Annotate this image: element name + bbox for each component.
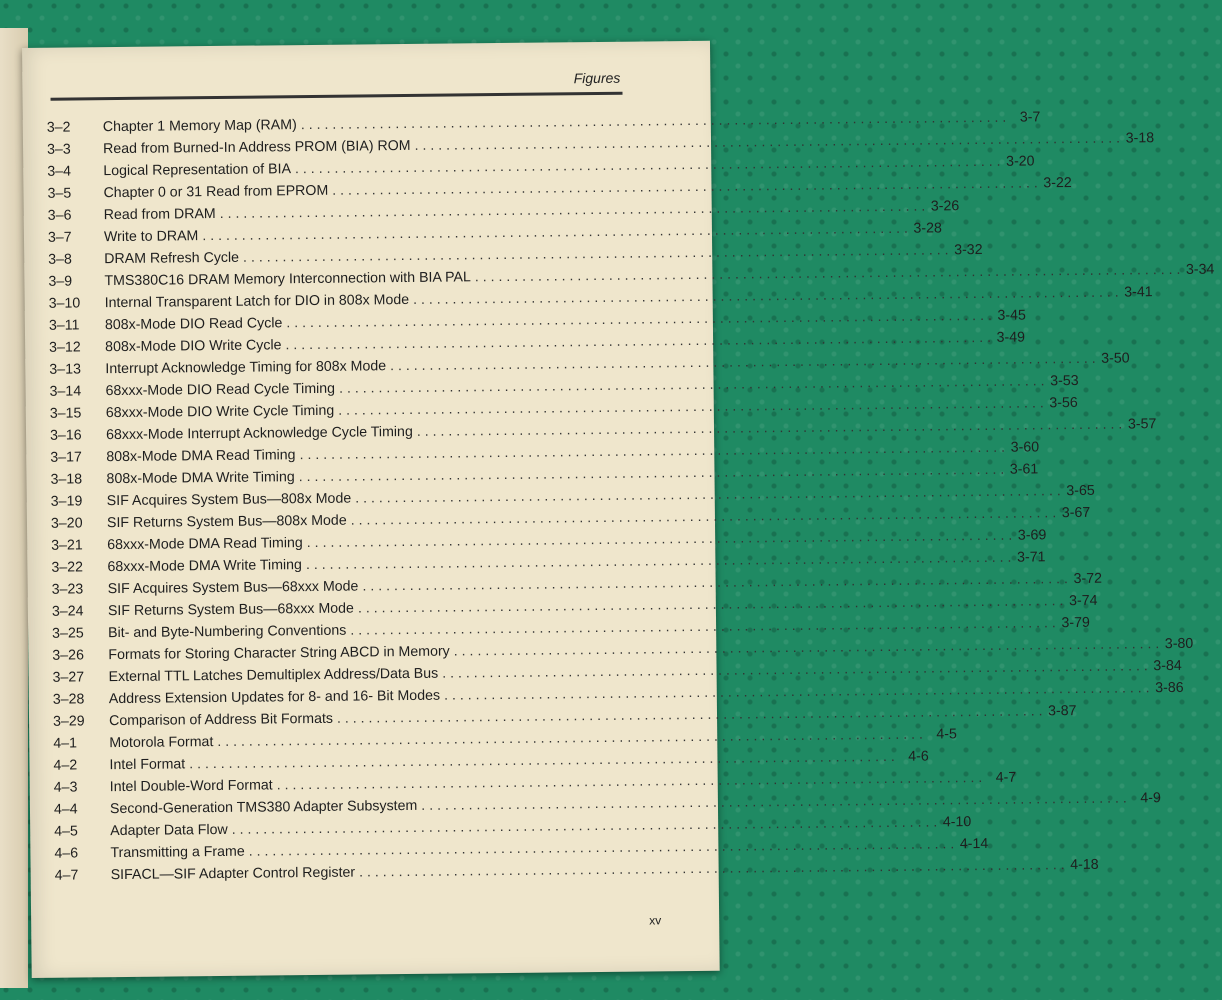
figure-number: 3–16 xyxy=(49,427,82,444)
page-reference: 3-22 xyxy=(1043,175,1072,192)
figure-number: 3–4 xyxy=(47,163,72,180)
figure-title: Chapter 0 or 31 Read from EPROM xyxy=(103,182,329,202)
figure-title: SIF Acquires System Bus—68xxx Mode xyxy=(107,578,359,598)
page-reference: 3-41 xyxy=(1124,284,1153,301)
page-reference: 4-9 xyxy=(1140,790,1161,807)
figure-title: Internal Transparent Latch for DIO in 808x Mode xyxy=(104,291,410,312)
page-reference: 3-34 xyxy=(1185,261,1215,278)
page-reference: 3-7 xyxy=(1019,109,1041,126)
book-page xyxy=(22,41,1215,978)
figure-number: 3–15 xyxy=(49,405,82,422)
page-reference: 3-56 xyxy=(1049,394,1078,412)
figure-number: 3–28 xyxy=(52,691,85,708)
figure-number: 4–6 xyxy=(54,845,79,862)
page-reference: 3-53 xyxy=(1050,372,1079,390)
figure-title: 808x-Mode DMA Write Timing xyxy=(106,469,295,488)
figure-number: 3–2 xyxy=(46,119,71,136)
figure-number: 3–12 xyxy=(49,339,81,356)
running-header: Figures xyxy=(573,69,621,87)
figure-title: DRAM Refresh Cycle xyxy=(104,249,240,268)
figure-title: External TTL Latches Demultiplex Address/Data Bus xyxy=(108,665,439,686)
figure-number: 3–8 xyxy=(48,251,72,268)
page-reference: 3-60 xyxy=(1010,439,1040,456)
figure-number: 3–26 xyxy=(52,647,85,664)
figure-title: TMS380C16 DRAM Memory Interconnection with BIA PAL xyxy=(104,269,471,290)
figure-number: 3–27 xyxy=(52,669,85,686)
page-reference: 3-65 xyxy=(1066,482,1095,500)
page-reference: 3-74 xyxy=(1068,592,1098,610)
figure-number: 3–10 xyxy=(48,295,81,312)
figure-title: Motorola Format xyxy=(109,734,214,752)
figure-number: 3–21 xyxy=(51,537,83,554)
figure-number: 3–17 xyxy=(50,449,82,466)
page-reference: 3-84 xyxy=(1153,657,1182,675)
figure-title: SIFACL—SIF Adapter Control Register xyxy=(110,864,356,884)
figure-number: 3–20 xyxy=(50,515,83,532)
page-reference: 3-26 xyxy=(930,198,960,215)
page-reference: 4-5 xyxy=(936,726,957,743)
figure-title: Intel Double-Word Format xyxy=(109,777,273,796)
figure-title: SIF Acquires System Bus—808x Mode xyxy=(106,490,352,510)
figure-title: Chapter 1 Memory Map (RAM) xyxy=(102,117,297,136)
figure-title: Formats for Storing Character String ABCD in Memory xyxy=(108,643,450,664)
page-reference: 3-86 xyxy=(1155,679,1184,697)
figure-title: Second-Generation TMS380 Adapter Subsystem xyxy=(109,797,418,818)
figure-number: 3–18 xyxy=(50,471,83,488)
figure-number: 3–3 xyxy=(46,141,71,158)
page-reference: 3-45 xyxy=(997,307,1026,324)
page-reference: 3-20 xyxy=(1006,153,1035,170)
figure-number: 3–23 xyxy=(51,581,84,598)
page-reference: 3-28 xyxy=(913,220,942,237)
page-reference: 3-69 xyxy=(1017,527,1047,544)
figure-number: 3–6 xyxy=(47,207,72,224)
figure-title: Interrupt Acknowledge Timing for 808x Mode xyxy=(105,358,387,378)
figure-title: Comparison of Address Bit Formats xyxy=(108,710,334,730)
figure-title: 68xxx-Mode Interrupt Acknowledge Cycle Timing xyxy=(105,423,413,444)
figure-title: 68xxx-Mode DMA Write Timing xyxy=(107,557,302,576)
figure-title: SIF Returns System Bus—808x Mode xyxy=(106,512,347,532)
page-reference: 3-79 xyxy=(1061,614,1090,632)
figure-title: Adapter Data Flow xyxy=(110,821,228,840)
page-reference: 3-57 xyxy=(1127,416,1157,433)
figure-number: 3–24 xyxy=(51,603,84,620)
page-reference: 3-61 xyxy=(1009,461,1039,478)
figure-number: 4–3 xyxy=(53,779,78,796)
figure-number: 4–4 xyxy=(53,801,78,818)
page-reference: 4-7 xyxy=(995,769,1017,786)
figure-title: 808x-Mode DMA Read Timing xyxy=(106,447,296,466)
page-reference: 4-10 xyxy=(942,814,972,831)
page-reference: 3-80 xyxy=(1164,635,1194,653)
figure-number: 4–7 xyxy=(54,867,79,884)
figure-title: SIF Returns System Bus—68xxx Mode xyxy=(107,600,354,620)
figure-title: 808x-Mode DIO Write Cycle xyxy=(105,337,282,356)
figure-title: Logical Representation of BIA xyxy=(103,161,292,180)
page-reference: 3-72 xyxy=(1073,570,1103,588)
figure-title: Write to DRAM xyxy=(103,228,199,246)
figure-number: 3–19 xyxy=(50,493,83,510)
page-reference: 4-14 xyxy=(959,835,989,853)
page-reference: 3-71 xyxy=(1016,549,1046,566)
figure-title: Read from Burned-In Address PROM (BIA) ROM xyxy=(102,137,411,158)
figure-title: Transmitting a Frame xyxy=(110,843,245,862)
figure-number: 3–5 xyxy=(47,185,72,202)
page-reference: 3-87 xyxy=(1048,702,1077,720)
list-of-figures xyxy=(46,109,1215,890)
page-reference: 4-6 xyxy=(908,748,929,765)
header-rule xyxy=(51,92,623,101)
figure-title: Address Extension Updates for 8- and 16- Bit Modes xyxy=(108,687,441,708)
figure-number: 4–2 xyxy=(53,757,78,774)
figure-number: 4–5 xyxy=(54,823,78,840)
figure-number: 3–14 xyxy=(49,383,82,400)
figure-number: 3–25 xyxy=(52,625,84,642)
figure-title: 68xxx-Mode DIO Write Cycle Timing xyxy=(105,402,335,422)
page-reference: 3-67 xyxy=(1061,504,1091,522)
figure-number: 3–11 xyxy=(48,317,80,334)
page-folio: xv xyxy=(649,913,662,928)
figure-number: 3–9 xyxy=(48,273,73,290)
dot-leader xyxy=(301,110,1007,133)
figure-title: 808x-Mode DIO Read Cycle xyxy=(104,315,283,334)
figure-title: Read from DRAM xyxy=(103,205,216,224)
figure-title: Bit- and Byte-Numbering Conventions xyxy=(108,622,347,642)
figure-number: 3–7 xyxy=(47,229,72,246)
figure-number: 3–22 xyxy=(51,559,84,576)
figure-title: Intel Format xyxy=(109,756,186,774)
page-reference: 3-50 xyxy=(1101,350,1130,367)
page-reference: 3-32 xyxy=(954,241,983,259)
page-reference: 4-18 xyxy=(1070,856,1099,874)
page-reference: 3-49 xyxy=(996,329,1026,346)
figure-title: 68xxx-Mode DMA Read Timing xyxy=(107,535,303,554)
list-item xyxy=(54,856,1099,890)
figure-number: 3–13 xyxy=(49,361,82,378)
figure-number: 4–1 xyxy=(53,735,78,752)
figure-title: 68xxx-Mode DIO Read Cycle Timing xyxy=(105,380,336,400)
page-reference: 3-18 xyxy=(1125,130,1155,147)
figure-number: 3–29 xyxy=(52,713,85,730)
